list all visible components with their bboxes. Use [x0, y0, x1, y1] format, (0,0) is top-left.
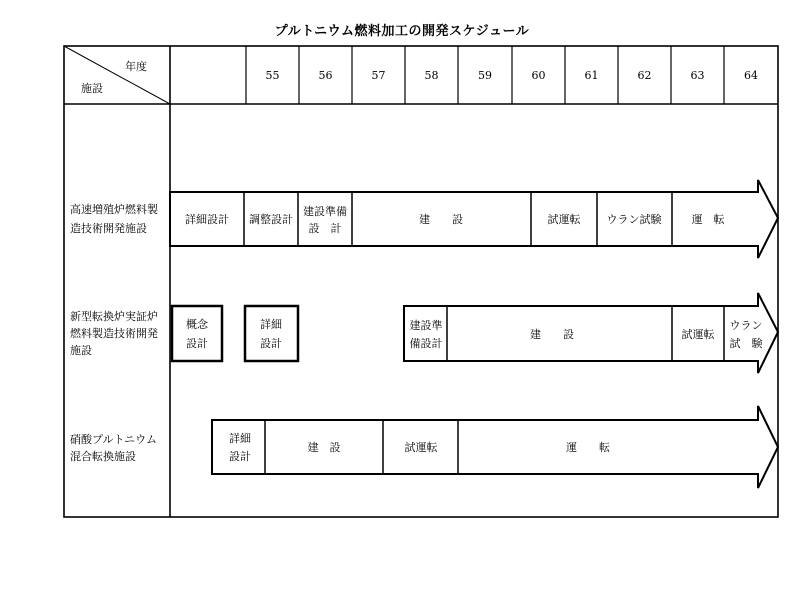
- row-2-box-concept: [172, 306, 222, 361]
- phase-label: 詳細: [229, 432, 251, 445]
- phase-label: 設計: [229, 450, 251, 463]
- phase-label: ウラン: [729, 319, 763, 332]
- phase-label: 調整設計: [249, 213, 293, 226]
- row-3-arrow: [212, 406, 778, 488]
- year-header-label: 年度: [125, 60, 147, 73]
- facility-name-row-3: 硝酸プルトニウム: [70, 433, 158, 446]
- phase-label: 設計: [186, 337, 208, 350]
- row-3-bars: [212, 406, 778, 488]
- facility-name-row-2: 新型転換炉実証炉: [70, 310, 158, 323]
- row-2-bars: [172, 293, 778, 373]
- phase-label: ウラン試験: [606, 213, 662, 226]
- year-label-62: 62: [637, 69, 652, 82]
- phase-label: 試運転: [547, 213, 581, 226]
- phase-label: 試 験: [729, 337, 763, 350]
- phase-label: 運 転: [691, 213, 725, 226]
- facility-name-row-3: 混合転換施設: [70, 450, 136, 463]
- facility-name-row-2: 燃料製造技術開発: [70, 327, 158, 340]
- year-label-63: 63: [690, 69, 705, 82]
- facility-name-row-1: 造技術開発施設: [70, 222, 147, 235]
- year-label-58: 58: [424, 69, 439, 82]
- phase-label: 建 設: [419, 213, 463, 226]
- facility-name-row-2: 施設: [70, 344, 92, 357]
- year-label-59: 59: [478, 69, 492, 82]
- row-2-box-detail: [245, 306, 298, 361]
- year-label-55: 55: [265, 69, 280, 82]
- phase-label: 設計: [260, 337, 282, 350]
- year-label-64: 64: [744, 69, 758, 82]
- row-2-arrow: [404, 293, 778, 373]
- phase-label: 運 転: [566, 441, 610, 454]
- phase-label: 試運転: [681, 328, 715, 341]
- phase-label: 建 設: [307, 441, 341, 454]
- chart-title: プルトニウム燃料加工の開発スケジュール: [274, 24, 530, 39]
- phase-label: 建設準: [409, 319, 443, 332]
- phase-label: 備設計: [409, 337, 443, 350]
- row-1-bars: [170, 180, 778, 258]
- phase-label: 設 計: [308, 222, 342, 235]
- phase-label: 詳細設計: [185, 213, 229, 226]
- phase-label: 概念: [186, 318, 208, 331]
- year-label-60: 60: [531, 69, 546, 82]
- facility-header-label: 施設: [81, 82, 103, 95]
- year-label-61: 61: [584, 69, 599, 82]
- phase-label: 建設準備: [303, 205, 347, 218]
- year-label-57: 57: [371, 69, 386, 82]
- phase-label: 建 設: [530, 328, 574, 341]
- header-diagonal: [64, 46, 170, 104]
- facility-name-row-1: 高速増殖炉燃料製: [70, 203, 158, 216]
- phase-label: 試運転: [404, 441, 438, 454]
- phase-label: 詳細: [260, 318, 282, 331]
- year-label-56: 56: [318, 69, 333, 82]
